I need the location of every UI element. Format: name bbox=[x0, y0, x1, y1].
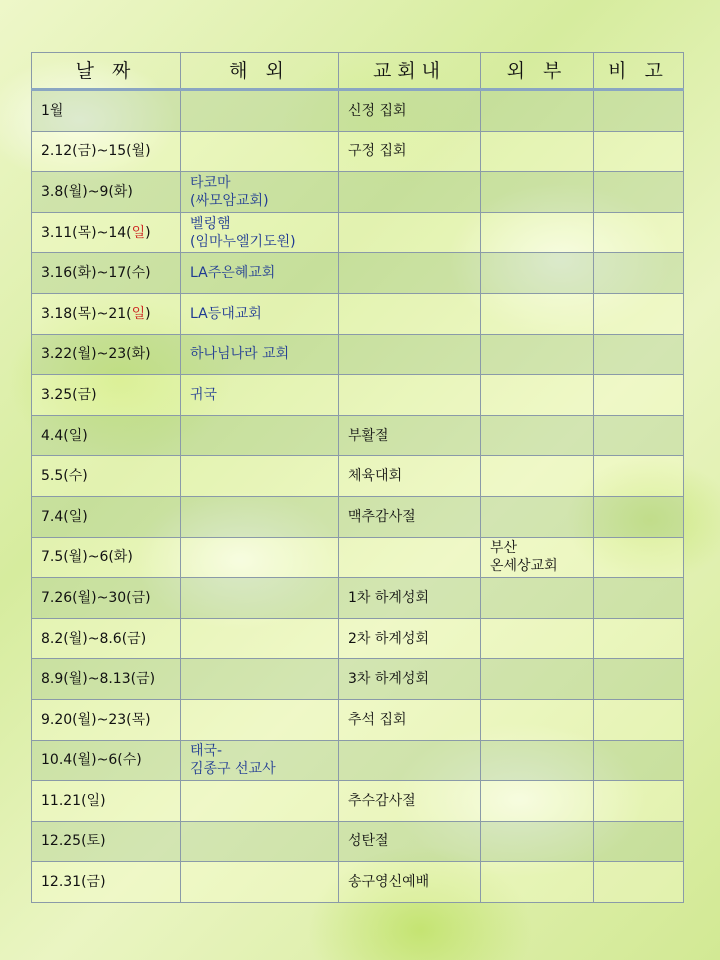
overseas-cell: 벨링햄 (임마누엘기도원) bbox=[181, 212, 339, 253]
table-row bbox=[32, 212, 684, 253]
church-cell: 체육대회 bbox=[339, 456, 481, 497]
church-cell: 추석 집회 bbox=[339, 699, 481, 740]
church-cell bbox=[339, 334, 481, 375]
table-row bbox=[32, 415, 684, 456]
overseas-cell bbox=[181, 578, 339, 619]
church-cell: 부활절 bbox=[339, 415, 481, 456]
note-cell bbox=[594, 862, 684, 903]
table-row bbox=[32, 821, 684, 862]
overseas-cell bbox=[181, 821, 339, 862]
header-row bbox=[32, 53, 684, 90]
note-cell bbox=[594, 699, 684, 740]
header-note: 비 고 bbox=[594, 53, 684, 90]
table-row bbox=[32, 456, 684, 497]
date-cell: 2.12(금)~15(월) bbox=[32, 131, 181, 172]
sunday-marker: 일 bbox=[131, 305, 146, 322]
external-cell bbox=[481, 212, 594, 253]
external-cell bbox=[481, 740, 594, 781]
church-cell bbox=[339, 212, 481, 253]
overseas-cell bbox=[181, 131, 339, 172]
table-row bbox=[32, 375, 684, 416]
note-cell bbox=[594, 618, 684, 659]
table-row bbox=[32, 740, 684, 781]
church-cell: 맥추감사절 bbox=[339, 496, 481, 537]
note-cell bbox=[594, 821, 684, 862]
note-cell bbox=[594, 496, 684, 537]
church-cell bbox=[339, 375, 481, 416]
header-date: 날 짜 bbox=[32, 53, 181, 90]
header-church: 교회내 bbox=[339, 53, 481, 90]
overseas-cell bbox=[181, 90, 339, 132]
external-cell bbox=[481, 131, 594, 172]
external-cell bbox=[481, 415, 594, 456]
note-cell bbox=[594, 781, 684, 822]
date-cell bbox=[32, 212, 181, 253]
external-cell bbox=[481, 90, 594, 132]
church-cell bbox=[339, 740, 481, 781]
note-cell bbox=[594, 253, 684, 294]
church-cell: 2차 하계성회 bbox=[339, 618, 481, 659]
table-body bbox=[32, 90, 684, 903]
external-cell bbox=[481, 375, 594, 416]
church-cell: 신정 집회 bbox=[339, 90, 481, 132]
overseas-cell: LA등대교회 bbox=[181, 293, 339, 334]
header-external: 외 부 bbox=[481, 53, 594, 90]
church-cell: 송구영신예배 bbox=[339, 862, 481, 903]
overseas-cell bbox=[181, 781, 339, 822]
external-cell bbox=[481, 821, 594, 862]
table-row bbox=[32, 781, 684, 822]
schedule-table bbox=[31, 52, 684, 903]
note-cell bbox=[594, 415, 684, 456]
external-cell bbox=[481, 578, 594, 619]
note-cell bbox=[594, 131, 684, 172]
date-cell: 3.16(화)~17(수) bbox=[32, 253, 181, 294]
date-cell: 8.9(월)~8.13(금) bbox=[32, 659, 181, 700]
date-cell bbox=[32, 293, 181, 334]
note-cell bbox=[594, 212, 684, 253]
table-row bbox=[32, 131, 684, 172]
overseas-cell: LA주은혜교회 bbox=[181, 253, 339, 294]
date-cell: 3.25(금) bbox=[32, 375, 181, 416]
overseas-cell bbox=[181, 659, 339, 700]
external-cell bbox=[481, 862, 594, 903]
church-cell: 추수감사절 bbox=[339, 781, 481, 822]
external-cell bbox=[481, 496, 594, 537]
overseas-cell: 태국- 김종구 선교사 bbox=[181, 740, 339, 781]
external-cell bbox=[481, 334, 594, 375]
date-part: 3.11(목)~14( bbox=[41, 224, 132, 241]
date-cell: 8.2(월)~8.6(금) bbox=[32, 618, 181, 659]
overseas-cell bbox=[181, 699, 339, 740]
church-cell bbox=[339, 293, 481, 334]
header-overseas: 해 외 bbox=[181, 53, 339, 90]
overseas-cell bbox=[181, 415, 339, 456]
church-cell bbox=[339, 537, 481, 578]
table-row bbox=[32, 293, 684, 334]
note-cell bbox=[594, 578, 684, 619]
note-cell bbox=[594, 90, 684, 132]
table-row bbox=[32, 699, 684, 740]
overseas-cell: 타코마 (싸모암교회) bbox=[181, 172, 339, 213]
table-row bbox=[32, 862, 684, 903]
external-cell bbox=[481, 618, 594, 659]
date-cell: 11.21(일) bbox=[32, 781, 181, 822]
external-cell bbox=[481, 172, 594, 213]
note-cell bbox=[594, 659, 684, 700]
church-cell bbox=[339, 253, 481, 294]
date-cell: 12.31(금) bbox=[32, 862, 181, 903]
church-cell: 1차 하계성회 bbox=[339, 578, 481, 619]
overseas-cell: 귀국 bbox=[181, 375, 339, 416]
external-cell bbox=[481, 781, 594, 822]
external-cell bbox=[481, 699, 594, 740]
note-cell bbox=[594, 172, 684, 213]
note-cell bbox=[594, 334, 684, 375]
external-cell: 부산 온세상교회 bbox=[481, 537, 594, 578]
overseas-cell bbox=[181, 537, 339, 578]
date-cell: 7.4(일) bbox=[32, 496, 181, 537]
note-cell bbox=[594, 456, 684, 497]
table-row bbox=[32, 90, 684, 132]
date-cell: 10.4(월)~6(수) bbox=[32, 740, 181, 781]
church-cell: 3차 하계성회 bbox=[339, 659, 481, 700]
table-row bbox=[32, 537, 684, 578]
table-row bbox=[32, 253, 684, 294]
table-row bbox=[32, 618, 684, 659]
external-cell bbox=[481, 456, 594, 497]
note-cell bbox=[594, 293, 684, 334]
date-cell: 9.20(월)~23(목) bbox=[32, 699, 181, 740]
table-row bbox=[32, 578, 684, 619]
church-cell: 구정 집회 bbox=[339, 131, 481, 172]
date-cell: 1월 bbox=[32, 90, 181, 132]
table-row bbox=[32, 172, 684, 213]
overseas-cell bbox=[181, 456, 339, 497]
table-header bbox=[32, 53, 684, 90]
date-part: 3.18(목)~21( bbox=[41, 305, 132, 322]
external-cell bbox=[481, 293, 594, 334]
overseas-cell bbox=[181, 496, 339, 537]
table-row bbox=[32, 659, 684, 700]
note-cell bbox=[594, 375, 684, 416]
date-cell: 7.26(월)~30(금) bbox=[32, 578, 181, 619]
date-cell: 3.8(월)~9(화) bbox=[32, 172, 181, 213]
date-cell: 12.25(토) bbox=[32, 821, 181, 862]
table-row bbox=[32, 334, 684, 375]
date-part: ) bbox=[145, 305, 151, 322]
church-cell bbox=[339, 172, 481, 213]
overseas-cell bbox=[181, 862, 339, 903]
overseas-cell bbox=[181, 618, 339, 659]
date-cell: 3.22(월)~23(화) bbox=[32, 334, 181, 375]
note-cell bbox=[594, 740, 684, 781]
table-row bbox=[32, 496, 684, 537]
external-cell bbox=[481, 659, 594, 700]
church-cell: 성탄절 bbox=[339, 821, 481, 862]
date-cell: 5.5(수) bbox=[32, 456, 181, 497]
date-cell: 4.4(일) bbox=[32, 415, 181, 456]
sunday-marker: 일 bbox=[131, 224, 146, 241]
note-cell bbox=[594, 537, 684, 578]
date-part: ) bbox=[145, 224, 151, 241]
external-cell bbox=[481, 253, 594, 294]
date-cell: 7.5(월)~6(화) bbox=[32, 537, 181, 578]
overseas-cell: 하나님나라 교회 bbox=[181, 334, 339, 375]
